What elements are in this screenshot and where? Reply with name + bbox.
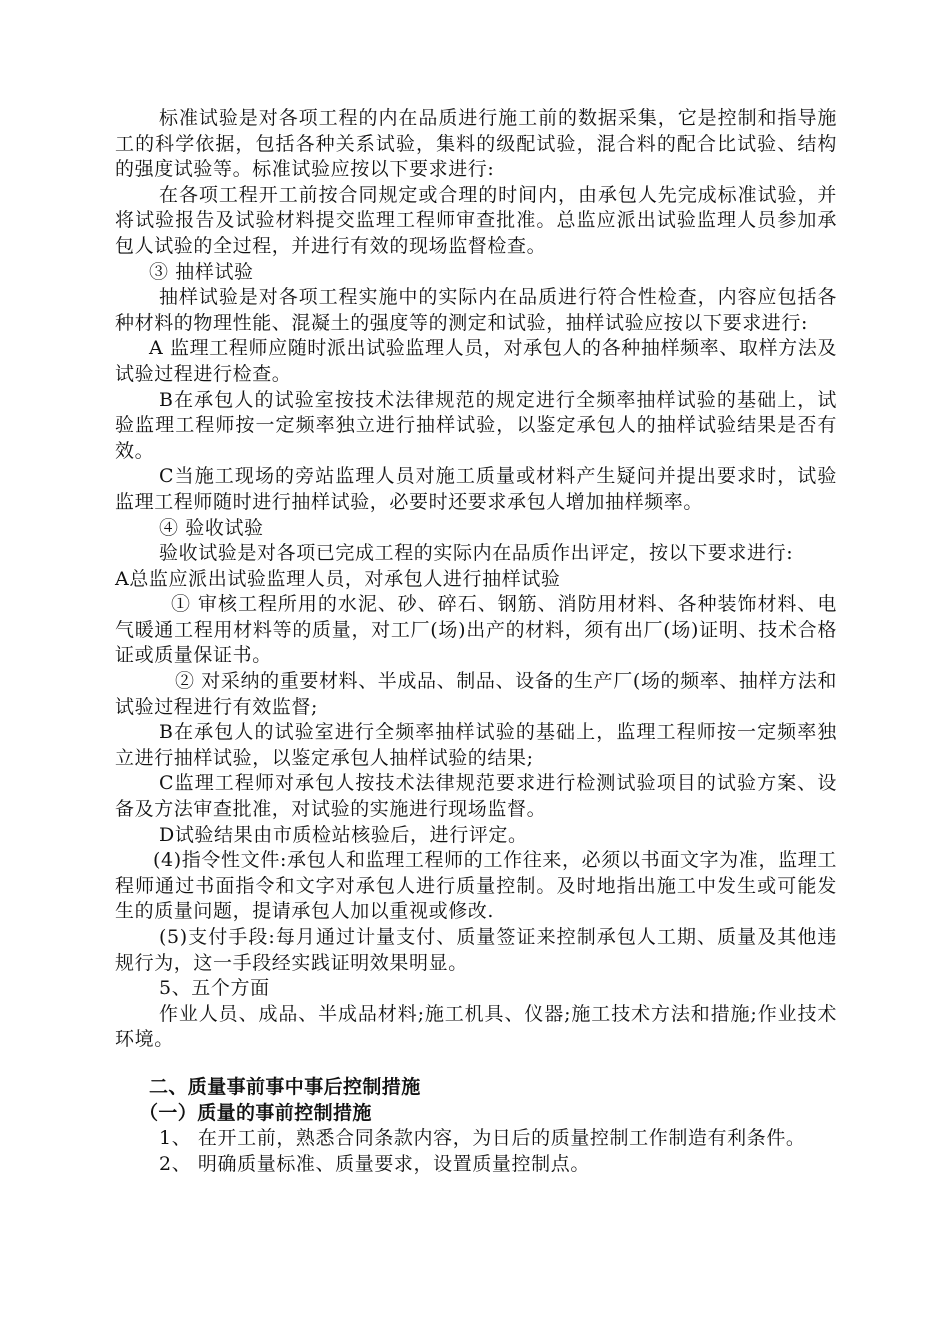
section-heading: 二、质量事前事中事后控制措施 bbox=[149, 1075, 421, 1098]
paragraph-pre-control-1: 1、 在开工前，熟悉合同条款内容，为日后的质量控制工作制造有利条件。 bbox=[159, 1127, 806, 1150]
subsection-heading: （一）质量的事前控制措施 bbox=[139, 1101, 372, 1124]
paragraph-acceptance-c: C监理工程师对承包人按技术法律规范要求进行检测试验项目的试验方案、设备及方法审查批准，对试验的实施进行现场监督。 bbox=[115, 772, 837, 821]
paragraph-acceptance-b: B在承包人的试验室进行全频率抽样试验的基础上，监理工程师按一定频率独立进行抽样试验，以鉴定承包人抽样试验的结果; bbox=[115, 721, 837, 769]
paragraph-acceptance-a-2: ② 对采纳的重要材料、半成品、制品、设备的生产厂(场的频率、抽样方法和试验过程进行有效监督; bbox=[115, 670, 837, 718]
paragraph-acceptance-a: A总监应派出试验监理人员，对承包人进行抽样试验 bbox=[115, 567, 561, 590]
paragraph-directive-documents: (4)指令性文件:承包人和监理工程师的工作往来，必须以书面文字为准，监理工程师通过书面指令和文字对承包人进行质量控制。及时地指出施工中发生或可能发生的质量问题，提请承包人加以重视或修改. bbox=[115, 849, 837, 923]
section-gap bbox=[115, 1053, 837, 1075]
paragraph-acceptance-d: D试验结果由市质检站核验后，进行评定。 bbox=[159, 823, 528, 846]
paragraph-standard-test-intro: 标准试验是对各项工程的内在品质进行施工前的数据采集，它是控制和指导施工的科学依据，包括各种关系试验，集料的级配试验，混合料的配合比试验、结构的强度试验等。标准试验应按以下要求进行: bbox=[115, 107, 837, 181]
paragraph-sampling-test-intro: 抽样试验是对各项工程实施中的实际内在品质进行符合性检查，内容应包括各种材料的物理性能、混凝土的强度等的测定和试验，抽样试验应按以下要求进行: bbox=[115, 286, 837, 334]
paragraph-standard-test-requirements: 在各项工程开工前按合同规定或合理的时间内，由承包人先完成标准试验，并将试验报告及试验材料提交监理工程师审查批准。总监应派出试验监理人员参加承包人试验的全过程，并进行有效的现场监督检查。 bbox=[115, 183, 837, 257]
paragraph-acceptance-test-intro: 验收试验是对各项已完成工程的实际内在品质作出评定，按以下要求进行: bbox=[159, 542, 794, 565]
paragraph-sampling-c: C当施工现场的旁站监理人员对施工质量或材料产生疑问并提出要求时，试验监理工程师随时进行抽样试验，必要时还要求承包人增加抽样频率。 bbox=[115, 465, 837, 513]
item-acceptance-test: ④ 验收试验 bbox=[159, 516, 264, 539]
paragraph-sampling-a: A 监理工程师应随时派出试验监理人员，对承包人的各种抽样频率、取样方法及试验过程进行检查。 bbox=[115, 337, 837, 385]
paragraph-payment-means: (5)支付手段:每月通过计量支付、质量签证来控制承包人工期、质量及其他违规行为，这一手段经实践证明效果明显。 bbox=[115, 926, 837, 974]
paragraph-acceptance-a-1: ① 审核工程所用的水泥、砂、碎石、钢筋、消防用材料、各种装饰材料、电气暖通工程用材料等的质量，对工厂(场)出产的材料，须有出厂(场)证明、技术合格证或质量保证书。 bbox=[115, 593, 837, 667]
item-sampling-test: ③ 抽样试验 bbox=[149, 260, 254, 283]
paragraph-sampling-b: B在承包人的试验室按技术法律规范的规定进行全频率抽样试验的基础上，试验监理工程师按一定频率独立进行抽样试验，以鉴定承包人的抽样试验结果是否有效。 bbox=[115, 388, 837, 462]
item-five-aspects: 5、五个方面 bbox=[159, 977, 270, 1000]
paragraph-pre-control-2: 2、 明确质量标准、质量要求，设置质量控制点。 bbox=[159, 1152, 590, 1175]
paragraph-five-aspects: 作业人员、成品、半成品材料;施工机具、仪器;施工技术方法和措施;作业技术环境。 bbox=[115, 1002, 837, 1051]
document-page bbox=[115, 106, 837, 1177]
